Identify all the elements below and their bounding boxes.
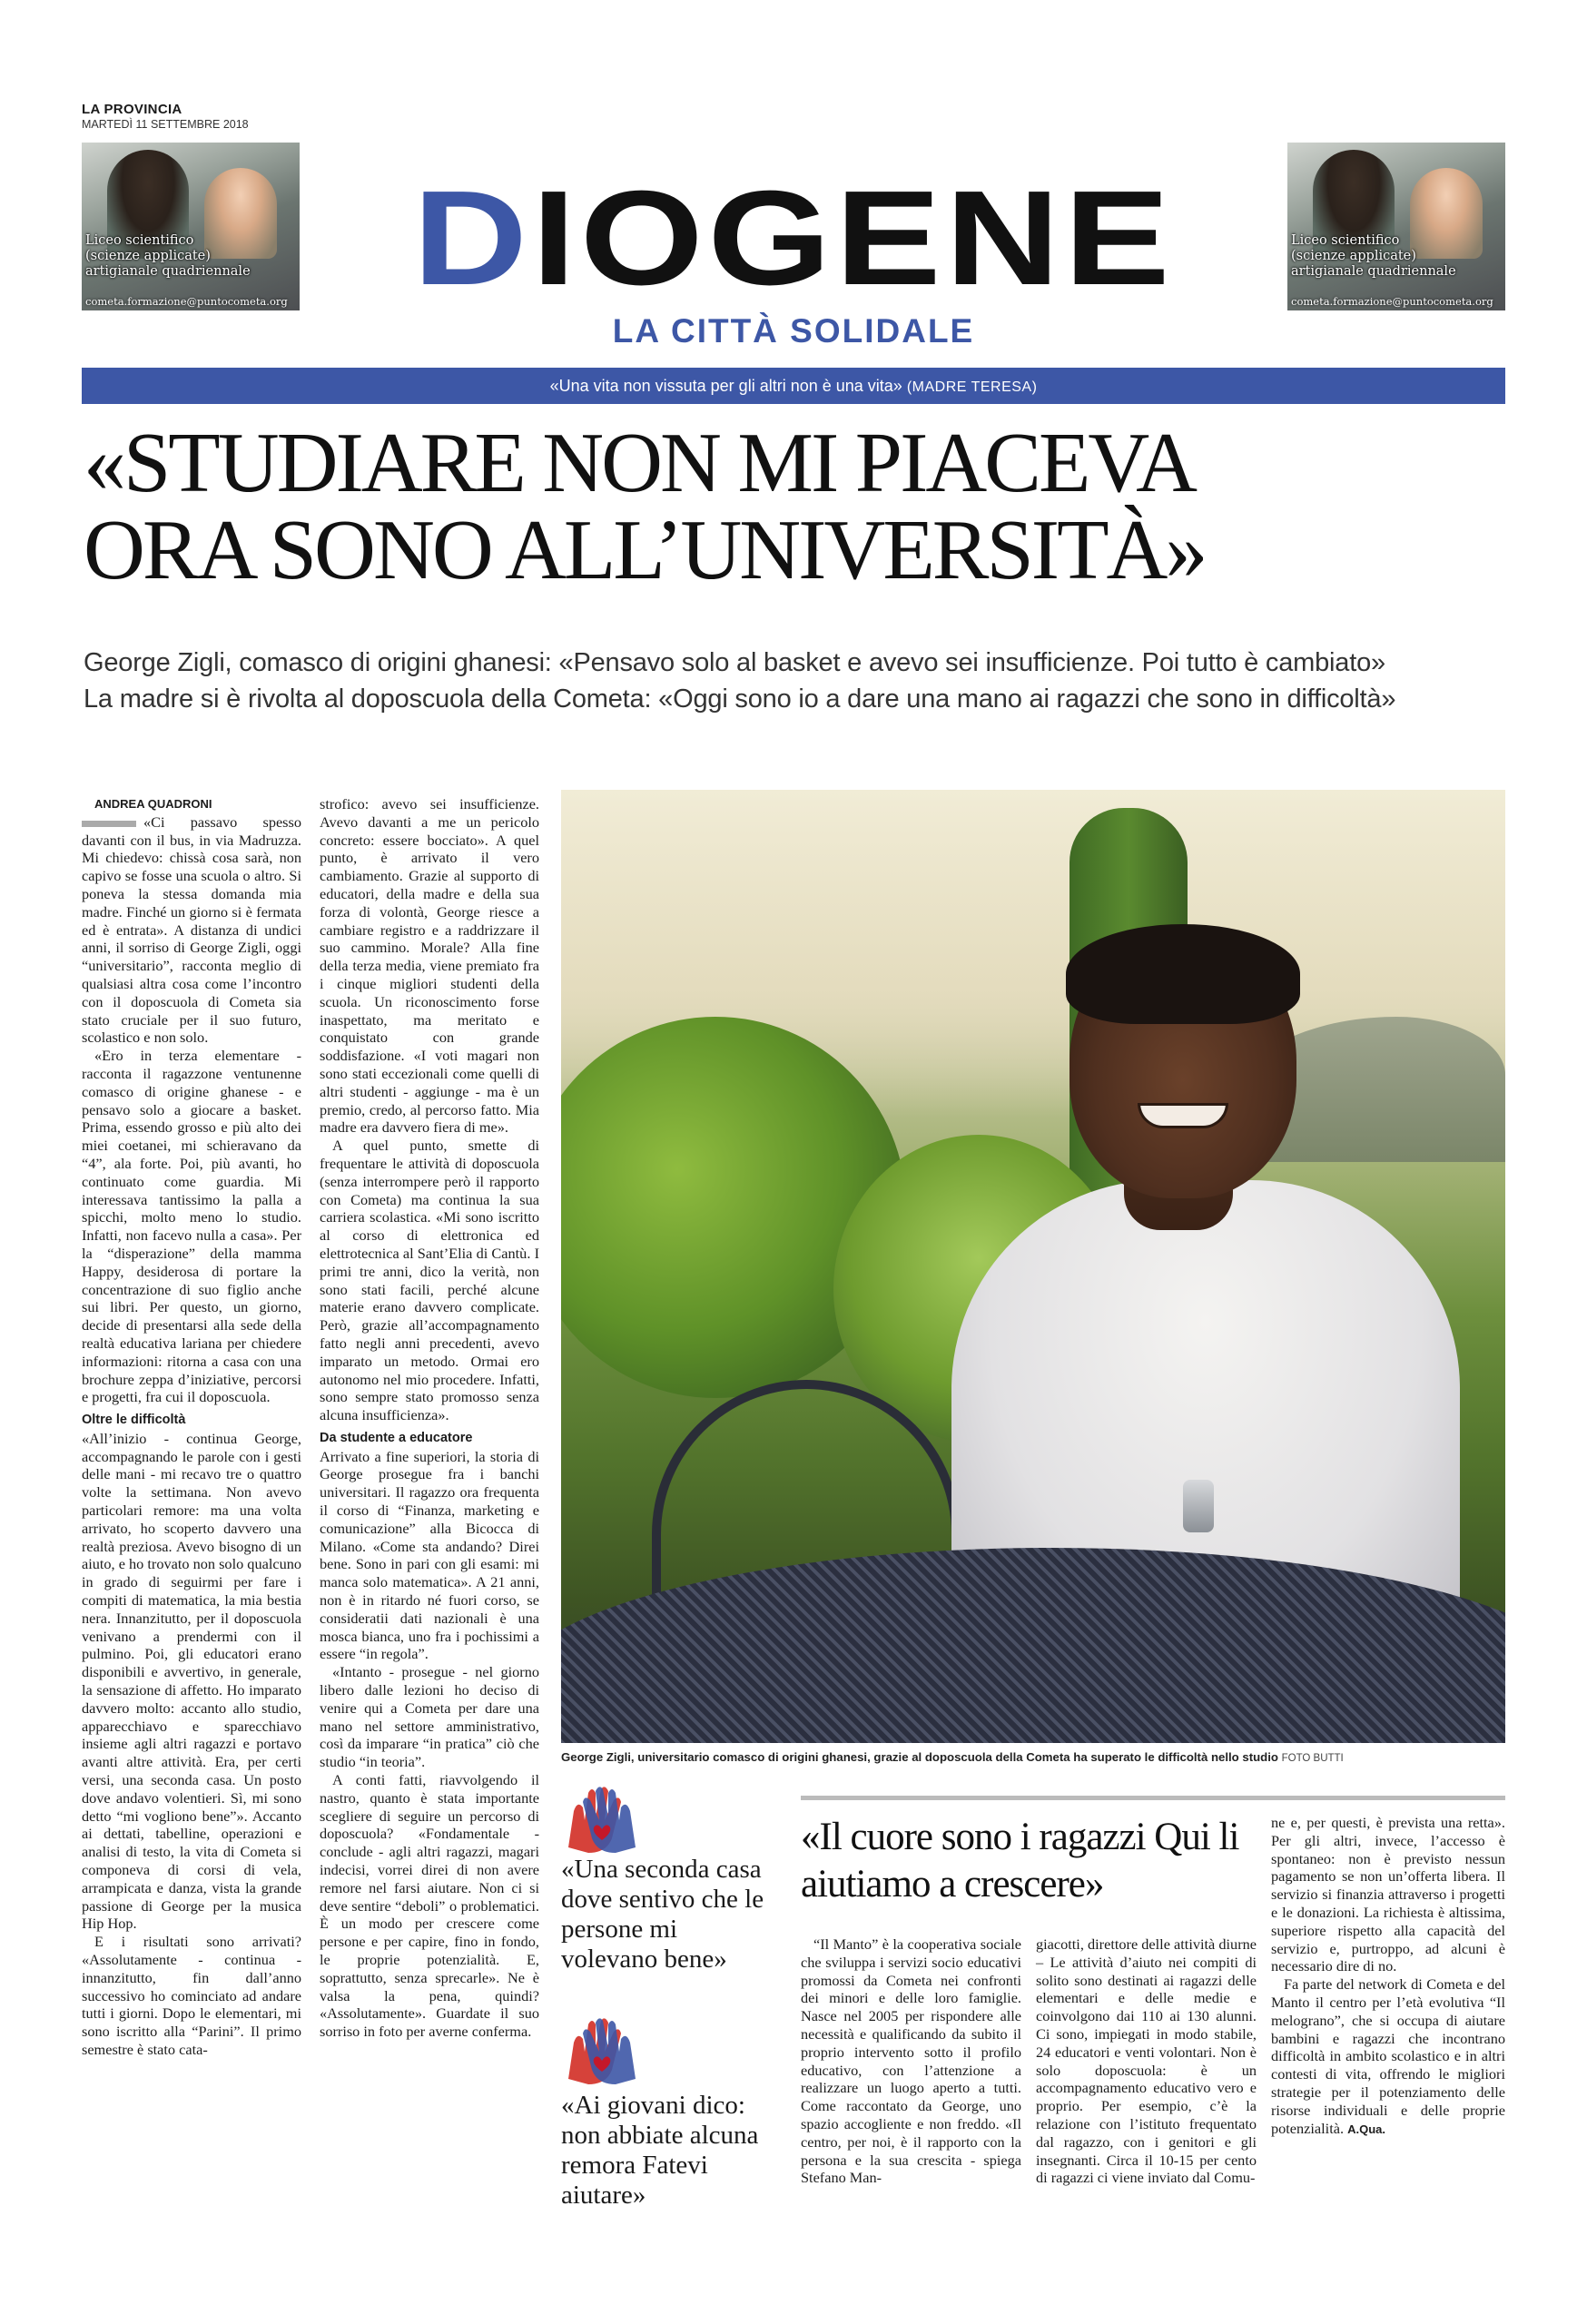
publication-name: LA PROVINCIA: [82, 102, 182, 117]
quote-source: (MADRE TERESA): [906, 379, 1038, 395]
byline-rule: [82, 821, 136, 827]
section-heading: Oltre le difficoltà: [82, 1413, 186, 1428]
ad-text: Liceo scientifico (scienze applicate) artigianale quadriennale: [1291, 233, 1456, 279]
signature: A.Qua.: [1347, 2122, 1385, 2136]
article-photo[interactable]: [561, 790, 1505, 1743]
byline: ANDREA QUADRONI: [94, 797, 212, 811]
ad-email: cometa.formazione@puntocometa.org: [1291, 295, 1493, 308]
box-rule: [801, 1796, 1505, 1800]
box-column-3: [1271, 1814, 1505, 2138]
helping-hands-icon: [561, 1784, 643, 1855]
paragraph: A quel punto, smette di frequentare le attività di doposcuola (senza interrompere però il rapporto con Cometa) ma continua la sua carriera scolastica. «Mi sono iscritto al corso di elettronica ed elettrotecnica al Sant’Elia di Cantù. I primi tre anni, dico la verità, non sono stati facili, perché alcune materie erano davvero complicate. Però, grazie all’accompagnamento fatto negli anni precedenti, avevo imparato un metodo. Ormai ero autonomo nel mio procedere. Infatti, sono sempre stato promosso senza alcuna insufficienza».: [320, 1137, 539, 1424]
section-subtitle: LA CITTÀ SOLIDALE: [612, 312, 975, 350]
subheadline: George Zigli, comasco di origini ghanesi: «Pensavo solo al basket e avevo sei insufficienze. Poi tutto è cambiato» La madre si è rivolta al doposcuola della Cometa: «Oggi sono io a dare una mano ai ragazzi che sono in difficoltà»: [84, 648, 1396, 714]
ad-text: Liceo scientifico (scienze applicate) artigianale quadriennale: [85, 233, 251, 279]
paragraph: «All’inizio - continua George, accompagnando le parole con i gesti delle mani - mi recavo tre o quattro volte la settimana. Non avevo particolari remore: ma una volta arrivato, ho scoperto davvero una realtà preziosa. Avevo bisogno di un aiuto, e ho trovato non solo qualcuno in grado di seguirmi per fare i compiti di matematica, la mia bestia nera. Innanzitutto, per il doposcuola venivano a prendermi con il pulmino. Poi, gli educatori erano disponibili e avvertivo, in generale, la sensazione di affetto. Ho imparato davvero molto: accanto allo studio, apparecchiavo e sparecchiavo insieme agli altri ragazzi e portavo avanti altre attività. Era, per certi versi, una seconda casa. Un posto dove andavo volentieri. Sì, mi sono detto “mi vogliono bene”». Accanto ai dettati, tabelline, operazioni e analisi di testo, la vita di Cometa si componeva di corsi di vela, arrampicata e danza, vista la grande passione di George per la musica Hip Hop.: [82, 1429, 301, 1933]
paragraph: «Ero in terza elementare - racconta il ragazzone ventunenne comasco di origine ghanese - e pensavo solo a giocare a basket. Prima, essendo grosso e più alto dei miei coetanei, mi schieravano da “4”, ala forte. Poi, più avanti, ho continuato come guardia. Mi interessava tantissimo la palla a spicchi, molto meno lo studio. Infatti, non facevo nulla a casa». Per la “disperazione” della mamma Happy, desiderosa di portare la concentrazione di suo figlio anche sui libri. Per questo, un giorno, decide di presentarsi alla sede della realtà educativa lariana per chiedere informazioni: ritorna a casa con una brochure zeppa d’iniziative, percorsi e progetti, fra cui il doposcuola.: [82, 1047, 301, 1406]
publication-date: MARTEDÌ 11 SETTEMBRE 2018: [82, 118, 249, 131]
box-column-1: [801, 1935, 1021, 2187]
section-logo: DIOGENE: [412, 163, 1175, 313]
paragraph: A conti fatti, riavvolgendo il nastro, quanto è stata importante scegliere di seguire un percorso di doposcuola? «Fondamentale - conclude - agli altri ragazzi, magari indecisi, vorrei direi di non avere remore nel farsi aiutare. Non ci si deve sentire “deboli” o problematici. È un modo per crescere come persone e per capire, fino in fondo, le proprie potenzialità. E, soprattutto, senza sprecarle». Ne è valsa la pena, quindi? «Assolutamente». Guardate il suo sorriso in foto per averne conferma.: [320, 1771, 539, 2041]
paragraph: “Il Manto” è la cooperativa sociale che sviluppa i servizi socio educativi promossi da Cometa nei confronti dei minori e delle loro famiglie. Nasce nel 2005 per rispondere alle necessità e qualificando da subito il proprio intervento sotto il profilo educativo, con l’attenzione a realizzare un luogo aperto a tutti. Come raccontato da George, uno spazio accogliente e non freddo. «Il centro, per noi, è il rapporto con la persona e la sua crescita - spiega Stefano Man-: [801, 1935, 1021, 2187]
dog-tag: [1183, 1480, 1214, 1532]
quote-bar: [82, 368, 1505, 404]
ad-email: cometa.formazione@puntocometa.org: [85, 295, 288, 308]
masthead-info: [82, 102, 249, 131]
paragraph: Arrivato a fine superiori, la storia di George prosegue fra i banchi universitari. Il ragazzo ora frequenta il corso di “Finanza, marketing e comunicazione” alla Bicocca di Milano. «Come sta andando? Direi bene. Sono in pari con gli esami: mi manca solo matematica». A 21 anni, non è in ritardo né fuori corso, se consideratii dati nazionali è una mosca bianca, uno fra i pochissimi a essere “in regola”.: [320, 1447, 539, 1663]
quote-text: «Una vita non vissuta per gli altri non è una vita»: [549, 377, 902, 395]
paragraph: ne e, per questi, è prevista una retta». Per gli altri, invece, l’accesso è spontaneo: non è previsto nessun pagamento se non un’offerta libera. Il servizio si finanzia attraverso i progetti e le donazioni. La richiesta è altissima, superiore rispetto alla capacità del servizio e, purtroppo, ad alcuni è necessario dire di no.: [1271, 1814, 1505, 1975]
article-column-2: [320, 795, 539, 2041]
pull-quote: «Una seconda casa dove sentivo che le persone mi volevano bene»: [561, 1855, 764, 1974]
box-headline: «Il cuore sono i ragazzi Qui li aiutiamo a crescere»: [801, 1816, 1239, 1905]
paragraph: «Intanto - prosegue - nel giorno libero dalle lezioni ho deciso di venire qui a Cometa per dare una mano nel settore amministrativo, così da imparare “in pratica” ciò che studio “in teoria”.: [320, 1663, 539, 1771]
photo-caption: George Zigli, universitario comasco di origini ghanesi, grazie al doposcuola della Cometa ha superato le difficoltà nello studio FOTO BUTTI: [561, 1750, 1344, 1764]
paragraph: strofico: avevo sei insufficienze. Avevo davanti a me un pericolo concreto: essere bocciato». A quel punto, è arrivato il vero cambiamento. Grazie al supporto di educatori, della madre e della sua forza di volontà, George riesce a cambiare registro e a raddrizzare il suo cammino. Morale? Alla fine della terza media, viene premiato fra i cinque migliori studenti della scuola. Un riconoscimento forse inaspettato, ma meritato e conquistato con grande soddisfazione. «I voti magari non sono stati eccezionali come quelli di altri studenti - aggiunge - ma è un premio, credo, al percorso fatto. Mia madre era davvero fiera di me».: [320, 795, 539, 1137]
pull-quote: «Ai giovani dico: non abbiate alcuna remora Fatevi aiutare»: [561, 2091, 759, 2210]
photo-credit: FOTO BUTTI: [1281, 1753, 1344, 1764]
box-column-2: [1036, 1935, 1257, 2187]
helping-hands-icon: [561, 2015, 643, 2086]
paragraph: E i risultati sono arrivati? «Assolutamente - continua - innanzitutto, fin dall’anno successivo ho cominciato ad andare tutti i giorni. Dopo le elementari, mi sono iscritto alla “Parini”. Il primo semestre è stato cata-: [82, 1933, 301, 2058]
paragraph: Fa parte del network di Cometa e del Manto il centro per l’età evolutiva “Il melograno”, che si occupa di aiutare bambini e ragazzi che incontrano difficoltà in ambito scolastico e in altri contesti di vita, offrendo le migliori strategie per il potenziamento delle risorse individuali e delle proprie potenzialità. A.Qua.: [1271, 1975, 1505, 2137]
paragraph: «Ci passavo spesso davanti con il bus, in via Madruzza. Mi chiedevo: chissà cosa sarà, non capivo se fosse una scuola o altro. Si poneva la stessa domanda mia madre. Finché un giorno si è fermata ed è entrata». A distanza di undici anni, il sorriso di George Zigli, oggi “universitario”, racconta meglio di qualsiasi altra cosa come l’incontro con il doposcuola di Cometa sia stato cruciale per il suo futuro, scolastico e non solo.: [82, 812, 301, 1047]
section-heading: Da studente a educatore: [320, 1430, 473, 1445]
article-column-1: [82, 795, 301, 2059]
headline: «STUDIARE NON MI PIACEVA ORA SONO ALL’UNIVERSITÀ»: [84, 416, 1206, 597]
paragraph: giacotti, direttore delle attività diurne – Le attività d’aiuto nei compiti di solito sono destinati ai ragazzi delle elementari e delle medie e coinvolgono dai 110 ai 130 alunni. Ci sono, impiegati in modo stabile, 24 educatori e venti volontari. Non è solo doposcuola: è un accompagnamento educativo vero e proprio. Per esempio, c’è la relazione con l’istituto frequentato dal ragazzo, con i genitori e gli insegnanti. Circa il 10-15 per cento di ragazzi ci viene inviato dal Comu-: [1036, 1935, 1257, 2187]
